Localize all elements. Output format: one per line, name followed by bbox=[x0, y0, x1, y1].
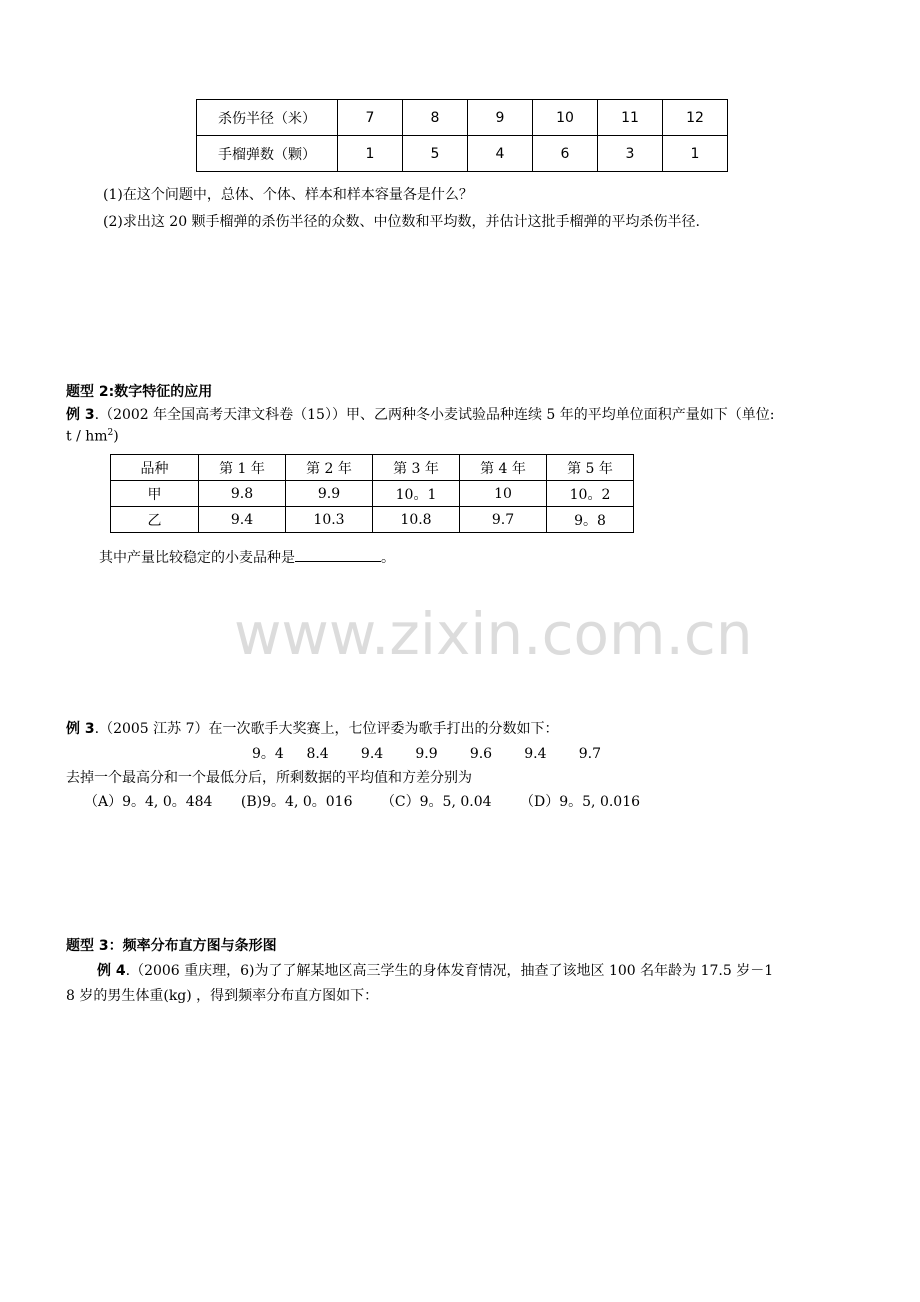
table-cell: 1 bbox=[663, 136, 728, 172]
table-cell: 9 bbox=[468, 100, 533, 136]
example-3a-question bbox=[99, 547, 395, 567]
score-value: 9.9 bbox=[415, 746, 438, 762]
example-text: .（2006 重庆理，6)为了了解某地区高三学生的身体发育情况，抽查了该地区 100 名年龄为 17.5 岁－1 bbox=[125, 963, 774, 979]
example-3a-line2 bbox=[66, 428, 119, 445]
table-header-cell: 第 1 年 bbox=[199, 455, 286, 481]
table-cell: 杀伤半径（米） bbox=[197, 100, 338, 136]
table-header-cell: 品种 bbox=[111, 455, 199, 481]
table-header-cell: 第 5 年 bbox=[547, 455, 634, 481]
table-cell: 8 bbox=[403, 100, 468, 136]
question-suffix: 。 bbox=[381, 550, 395, 566]
table-header-row bbox=[111, 455, 634, 481]
option-b: (B)9。4, 0。016 bbox=[240, 794, 353, 810]
table-cell: 9。8 bbox=[547, 507, 634, 533]
score-value: 9.4 bbox=[524, 746, 547, 762]
table-cell: 10。1 bbox=[373, 481, 460, 507]
table-cell: 9.7 bbox=[460, 507, 547, 533]
example-text: .（2005 江苏 7）在一次歌手大奖赛上，七位评委为歌手打出的分数如下： bbox=[94, 721, 559, 737]
option-c: （C）9。5, 0.04 bbox=[380, 794, 492, 810]
score-list bbox=[252, 743, 629, 763]
option-d: （D）9。5, 0.016 bbox=[520, 794, 641, 810]
unit-superscript: 2 bbox=[107, 428, 114, 438]
score-value: 9.7 bbox=[578, 746, 601, 762]
table-cell: 10.8 bbox=[373, 507, 460, 533]
table-cell: 10 bbox=[460, 481, 547, 507]
example-3b-line3: 去掉一个最高分和一个最低分后，所剩数据的平均值和方差分别为 bbox=[66, 770, 472, 786]
answer-blank bbox=[295, 547, 381, 562]
table-cell: 1 bbox=[338, 136, 403, 172]
example-label: 例 3 bbox=[66, 407, 95, 423]
table-cell: 3 bbox=[598, 136, 663, 172]
question-1: (1)在这个问题中，总体、个体、样本和样本容量各是什么？ bbox=[103, 187, 473, 203]
unit-suffix: ) bbox=[113, 428, 119, 445]
table-cell: 手榴弹数（颗） bbox=[197, 136, 338, 172]
table-row bbox=[111, 507, 634, 533]
table-cell: 10。2 bbox=[547, 481, 634, 507]
section-3-title: 题型 3：频率分布直方图与条形图 bbox=[66, 938, 277, 954]
table-header-cell: 第 3 年 bbox=[373, 455, 460, 481]
table-cell: 甲 bbox=[111, 481, 199, 507]
example-label: 例 3 bbox=[66, 721, 95, 737]
score-value: 8.4 bbox=[306, 746, 329, 762]
table-cell: 11 bbox=[598, 100, 663, 136]
table-row bbox=[197, 136, 728, 172]
table-cell: 5 bbox=[403, 136, 468, 172]
table-cell: 9.4 bbox=[199, 507, 286, 533]
table-cell: 12 bbox=[663, 100, 728, 136]
example-4-line1 bbox=[97, 960, 773, 980]
blast-radius-table bbox=[196, 99, 728, 172]
table-cell: 7 bbox=[338, 100, 403, 136]
table-row bbox=[197, 100, 728, 136]
question-2: (2)求出这 20 颗手榴弹的杀伤半径的众数、中位数和平均数，并估计这批手榴弹的平均杀伤半径. bbox=[103, 214, 700, 230]
table-cell: 6 bbox=[533, 136, 598, 172]
example-label: 例 4 bbox=[97, 963, 126, 979]
table-header-cell: 第 2 年 bbox=[286, 455, 373, 481]
score-value: 9。4 bbox=[252, 746, 284, 762]
answer-options bbox=[84, 791, 664, 811]
score-value: 9.4 bbox=[360, 746, 384, 762]
example-4-line2: 8 岁的男生体重(kg) ，得到频率分布直方图如下： bbox=[66, 988, 379, 1004]
watermark: www.zixin.com.cn bbox=[234, 600, 753, 668]
example-3b-line1 bbox=[66, 718, 559, 738]
table-cell: 10 bbox=[533, 100, 598, 136]
table-row bbox=[111, 481, 634, 507]
table-cell: 4 bbox=[468, 136, 533, 172]
section-2-title: 题型 2:数字特征的应用 bbox=[66, 384, 213, 400]
table-cell: 9.9 bbox=[286, 481, 373, 507]
example-text: .（2002 年全国高考天津文科卷（15））甲、乙两种冬小麦试验品种连续 5 年的平均单位面积产量如下（单位: bbox=[94, 407, 775, 423]
example-3a-line1 bbox=[66, 404, 775, 424]
table-cell: 9.8 bbox=[199, 481, 286, 507]
table-cell: 乙 bbox=[111, 507, 199, 533]
table-header-cell: 第 4 年 bbox=[460, 455, 547, 481]
table-cell: 10.3 bbox=[286, 507, 373, 533]
option-a: （A）9。4, 0。484 bbox=[84, 794, 213, 810]
question-text: 其中产量比较稳定的小麦品种是 bbox=[99, 550, 295, 566]
unit-text: t / hm bbox=[66, 428, 108, 445]
wheat-yield-table bbox=[110, 454, 634, 533]
score-value: 9.6 bbox=[469, 746, 493, 762]
